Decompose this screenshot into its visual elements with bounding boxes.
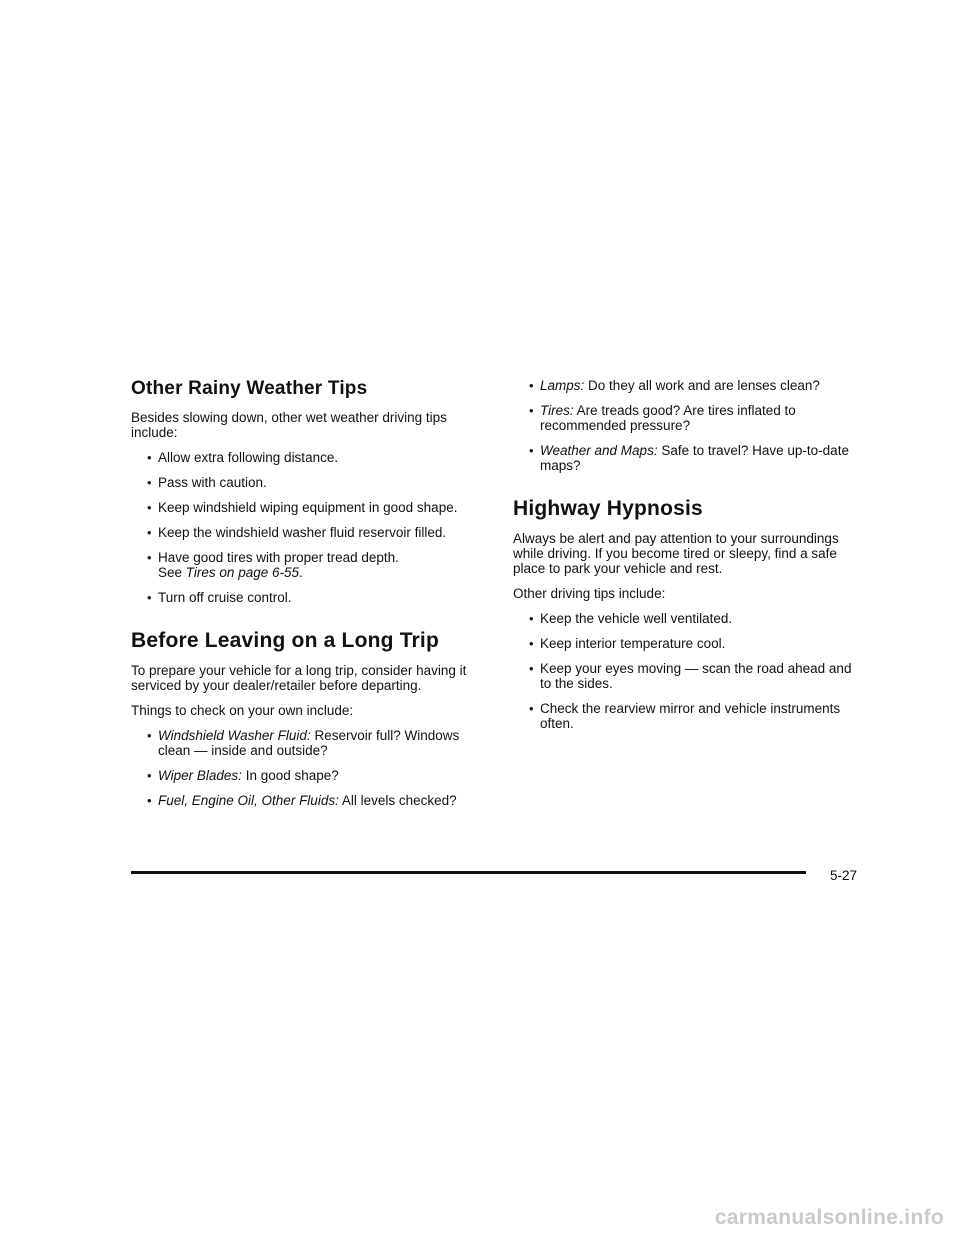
list-item: • Turn off cruise control. — [147, 590, 292, 605]
section-title-hypnosis: Highway Hypnosis — [513, 497, 703, 520]
list-item: • Windshield Washer Fluid: Reservoir full? Windows clean — inside and outside? — [147, 728, 460, 758]
bullet-icon: • — [529, 443, 534, 458]
list-item: • Keep interior temperature cool. — [529, 636, 726, 651]
list-item: • Fuel, Engine Oil, Other Fluids: All levels checked? — [147, 793, 457, 808]
tires-ref-link[interactable]: Tires on page 6-55 — [185, 565, 299, 580]
rainy-list — [131, 450, 483, 605]
list-item: • Have good tires with proper tread depth. See Tires on page 6-55. — [147, 550, 399, 580]
rainy-intro: Besides slowing down, other wet weather driving tips include: — [131, 410, 447, 440]
bullet-icon: • — [529, 661, 534, 676]
list-item: • Weather and Maps: Safe to travel? Have up-to-date maps? — [529, 443, 849, 473]
spacer — [513, 483, 865, 497]
list-item: • Pass with caution. — [147, 475, 267, 490]
list-item: • Keep windshield wiping equipment in good shape. — [147, 500, 458, 515]
bullet-icon: • — [147, 793, 152, 808]
long-trip-list — [131, 728, 483, 808]
long-trip-intro: To prepare your vehicle for a long trip, consider having it serviced by your dealer/retailer before departing. — [131, 663, 467, 693]
long-trip-list-continued — [513, 378, 865, 473]
list-item: • Lamps: Do they all work and are lenses clean? — [529, 378, 820, 393]
list-item: • Check the rearview mirror and vehicle instruments often. — [529, 701, 841, 731]
section-title-rainy: Other Rainy Weather Tips — [131, 378, 368, 399]
bullet-icon: • — [529, 636, 534, 651]
bullet-icon: • — [529, 378, 534, 393]
hypnosis-intro: Always be alert and pay attention to your surroundings while driving. If you become tired or sleepy, find a safe place to park your vehicle and rest. — [513, 531, 839, 576]
bullet-icon: • — [147, 728, 152, 743]
spacer — [131, 615, 483, 629]
list-item: • Tires: Are treads good? Are tires inflated to recommended pressure? — [529, 403, 796, 433]
hypnosis-other: Other driving tips include: — [513, 586, 666, 601]
list-item: • Keep your eyes moving — scan the road ahead and to the sides. — [529, 661, 852, 691]
watermark: carmanualsonline.info — [714, 1206, 944, 1229]
list-item: • Keep the vehicle well ventilated. — [529, 611, 733, 626]
section-title-long-trip: Before Leaving on a Long Trip — [131, 629, 439, 652]
bullet-icon: • — [147, 525, 152, 540]
left-column — [131, 378, 483, 818]
list-item: • Wiper Blades: In good shape? — [147, 768, 339, 783]
long-trip-things: Things to check on your own include: — [131, 703, 354, 718]
hypnosis-list — [513, 611, 865, 731]
footer-rule — [131, 871, 806, 874]
bullet-icon: • — [147, 500, 152, 515]
bullet-icon: • — [529, 403, 534, 418]
bullet-icon: • — [529, 611, 534, 626]
bullet-icon: • — [147, 475, 152, 490]
bullet-icon: • — [147, 590, 152, 605]
tires-ref-prefix: See — [158, 565, 183, 580]
right-column — [513, 378, 865, 741]
list-item: • Allow extra following distance. — [147, 450, 339, 465]
page-number: 5-27 — [830, 868, 858, 883]
bullet-icon: • — [147, 550, 152, 565]
list-item: • Keep the windshield washer fluid reservoir filled. — [147, 525, 447, 540]
bullet-icon: • — [147, 768, 152, 783]
bullet-icon: • — [147, 450, 152, 465]
bullet-icon: • — [529, 701, 534, 716]
